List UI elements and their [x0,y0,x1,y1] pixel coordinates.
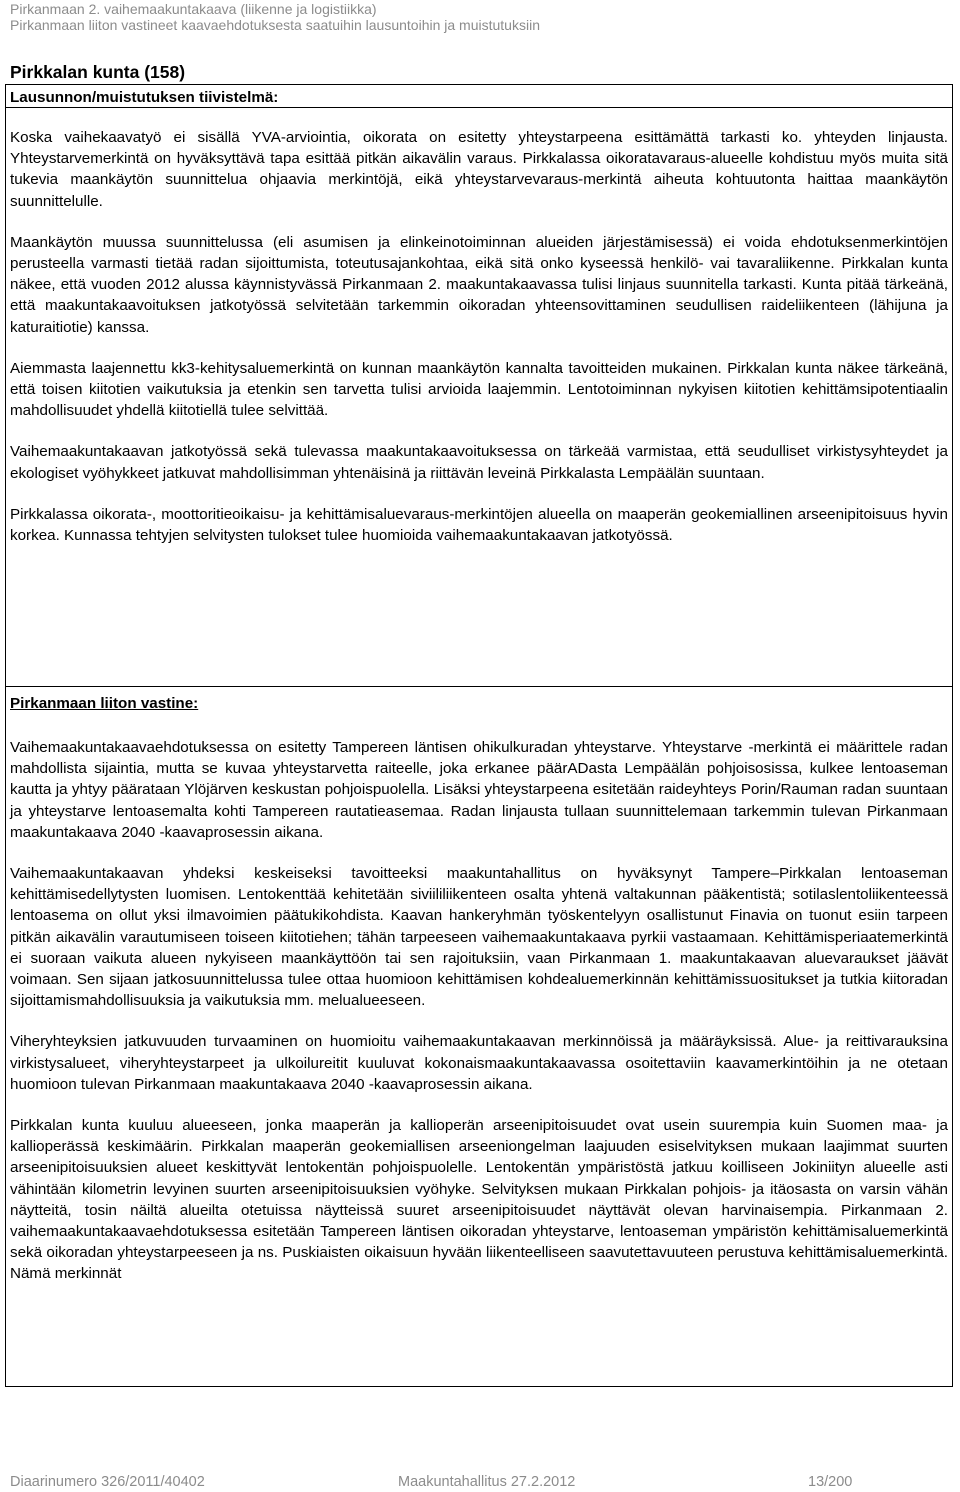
response-heading-block [10,693,948,714]
summary-paragraph: Maankäytön muussa suunnittelussa (eli asumisen ja elinkeinotoiminnan alueiden järjestämisessä) ei voida ehdotuksenmerkintöjen perusteella varmasti tietää radan sijoittumista, toteutusajankohtaa, eikä sitä onko kyseessä henkilö- vai tavaraliikenne. Pirkkalan kunta näkee, että vuoden 2012 alussa käynnistyvässä Pirkanmaan 2. maakuntakaavassa tulisi linjaus suunnitella tarkasti. Kunta pitää tärkeänä, että maakuntakaavoituksen jatkotyössä selvitetään tarkemmin oikoradan yhteensovittaminen seudullisen raideliikenteen (lähijuna ja katuraitiotie) kanssa. [10,233,948,336]
summary-heading-block [10,87,948,108]
running-header-title: Pirkanmaan 2. vaihemaakuntakaava (liikenne ja logistiikka) [10,1,377,17]
footer-page-number: 13/200 [808,1474,853,1490]
response-divider [5,686,953,687]
page-title: Pirkkalan kunta (158) [10,62,186,82]
response-heading: Pirkanmaan liiton vastine: [10,695,199,712]
running-header-subtitle: Pirkanmaan liiton vastineet kaavaehdotuksesta saatuihin lausuntoihin ja muistutuksiin [10,17,540,33]
summary-paragraph: Aiemmasta laajennettu kk3-kehitysaluemerkintä on kunnan maankäytön kannalta tavoitteiden mukainen. Pirkkalan kunta näkee tärkeänä, että toisen kiitotien vaikutuksia ja etenkin sen tarvetta tulisi arvioida laajemmin. Lentotoiminnan nykyisen kiitotien kehittämsipotentiaalin mahdollisuudet yhdellä kiitotiellä tulee selvittää. [10,359,948,420]
response-paragraph: Vaihemaakuntakaavan yhdeksi keskeiseksi tavoitteeksi maakuntahallitus on hyväksynyt Tampere–Pirkkalan lentoaseman kehittämisedellytysten luomisen. Lentokenttää kehitetään siviililiikenteen osalta yhtenä valtakunnan pääkentistä; sotilaslentoliikenteessä lentoasema on ollut yksi ilmavoimien päätukikohdista. Kaavan hankeryhmän työskentelyyn osallistunut Finavia on tuonut esiin tarpeen pitkän aikavälin varautumiseen toiseen kiitotiehen; tähän tarpeeseen vaihemaakuntakaava pyrkii vastaamaan. Kehittämisperiaatemerkintä ei suoraan vaikuta alueen nykyiseen maankäyttöön tai sen rajoituksiin, vaan Pirkanmaan 1. maakuntakaavan aluevaraukset jäävät voimaan. Sen sijaan jatkosuunnittelussa tulee ottaa huomioon kehittämisen kohdealuemerkinnän kehittämissuositukset ja tutkia kiitoradan sijoittamismahdollisuuksia ja vaikutuksia mm. melualueeseen. [10,865,948,1010]
summary-heading: Lausunnon/muistutuksen tiivistelmä: [10,89,279,106]
summary-paragraph: Koska vaihekaavatyö ei sisällä YVA-arviointia, oikorata on esitetty yhteystarpeena esittämättä tarkasti ko. yhteyden linjausta. Yhteystarvemerkintä on hyväksyttävä tapa esittää pitkän aikavälin varaus. Pirkkalassa oikoratavaraus-alueelle kohdistuu myös muita sitä tukevia maankäytön suunnittelua ohjaavia merkintöjä, eikä yhteystarvevaraus-merkintä aiheuta kohtuutonta haittaa maankäytön suunnittelulle. [10,129,948,210]
response-section [10,737,948,1305]
response-paragraph: Viheryhteyksien jatkuvuuden turvaaminen on huomioitu vaihemaakuntakaavan merkinnöissä ja määräyksissä. Alue- ja reittivarauksina virkistysalueet, viheryhteystarpeet ja ulkoilureitit kuuluvat kokonaismaakuntakaavassa osoitettaviin kaavamerkintöihin ja ne otetaan huomioon tulevan Pirkanmaan maakuntakaava 2040 -kaavaprosessin aikana. [10,1033,948,1093]
response-paragraph: Pirkkalan kunta kuuluu alueeseen, jonka maaperän ja kallioperän arseenipitoisuudet ovat usein suurempia kuin Suomen maa- ja kallioperässä keskimäärin. Pirkkalan maaperän geokemiallisen arseeniongelman laajuuden esiselvityksen mukaan laajimmat suurten arseenipitoisuuksien alueet keskittyvät lentokentän pohjoispuolelle. Lentokentän ympäristöstä jatkuu koilliseen Jokiniityn alueelle asti vähintään kilometrin levyinen suurten arseenipitoisuuksien vyöhyke. Selvityksen mukaan Pirkkalan pohjois- ja itäosasta on varsin vähän näytteitä, tosin näiltä alueilta otetuissa näytteissä suuret arseenipitoisuudet näyttävät olevan harvinaisempia. Pirkanmaan 2. vaihemaakuntakaavaehdotuksessa esitetään Tampereen läntisen oikoradan yhteystarve, lentoaseman ympäristön kehittämisaluemerkintä sekä oikoradan yhteystarpeeseen ja ns. Puskiaisten oikaisuun hyvään liikenteelliseen saavutettavuuteen perustuva kehittämisaluemerkintä. Nämä merkinnät [10,1117,948,1283]
summary-paragraph: Pirkkalassa oikorata-, moottoritieoikaisu- ja kehittämisaluevaraus-merkintöjen alueella on maaperän geokemiallinen arseenipitoisuus hyvin korkea. Kunnassa tehtyjen selvitysten tulokset tulee huomioida vaihemaakuntakaavan jatkotyössä. [10,505,948,545]
summary-paragraph: Vaihemaakuntakaavan jatkotyössä sekä tulevassa maakuntakaavoituksessa on tärkeää varmistaa, että seudulliset virkistysyhteydet ja ekologiset vyöhykkeet jatkuvat mahdollisimman yhtenäisinä ja riittävän leveinä Pirkkalasta Lempäälän suuntaan. [10,443,948,482]
footer-board-date: Maakuntahallitus 27.2.2012 [398,1474,576,1490]
footer-diary-number: Diaarinumero 326/2011/40402 [10,1474,205,1490]
response-paragraph: Vaihemaakuntakaavaehdotuksessa on esitetty Tampereen läntisen ohikulkuradan yhteystarve. Yhteystarve -merkintä ei määrittele radan mahdollista sijaintia, mutta se kuvaa yhteystarvetta raiteelle, joka erkanee päärADasta Lempäälän pohjoisosissa, kulkee lentoaseman kautta ja yhtyy päärataan Ylöjärven keskustan pohjoispuolella. Lisäksi yhteystarpeena esitetään raideyhteys Porin/Rauman radan suuntaan ja yhteystarve lentoasemalta kohti Tampereen rautatieasemaa. Radan linjausta tullaan suunnittelemaan tarkemmin tulevan Pirkanmaan maakuntakaava 2040 -kaavaprosessin aikana. [10,739,948,841]
summary-section [10,127,948,566]
